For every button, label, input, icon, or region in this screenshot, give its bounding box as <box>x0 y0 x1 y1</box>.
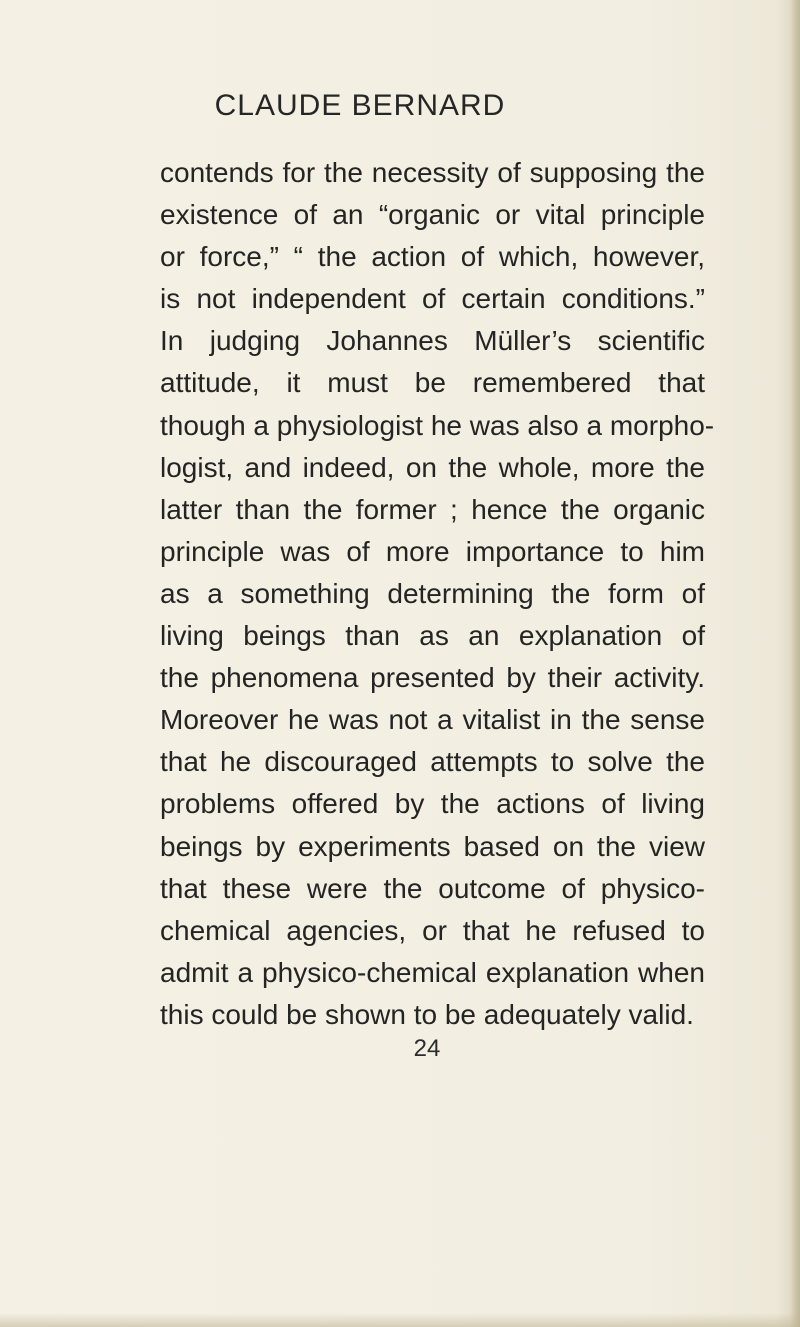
text-line: admit a physico-chemical explanation when <box>160 956 705 988</box>
text-line: living beings than as an explanation of <box>160 620 705 652</box>
page-number: 24 <box>413 1035 441 1062</box>
text-line: existence of an “organic or vital principle <box>160 199 705 231</box>
text-line: that these were the outcome of physico- <box>160 872 705 904</box>
text-line: chemical agencies, or that he refused to <box>160 914 705 946</box>
text-line: though a physiologist he was also a morpho- <box>160 409 715 441</box>
text-line: latter than the former ; hence the organic <box>160 493 705 525</box>
page-edge-shadow-right <box>790 0 800 1327</box>
text-line: logist, and indeed, on the whole, more the <box>160 451 705 483</box>
text-line: attitude, it must be remembered that <box>160 367 705 399</box>
text-line: beings by experiments based on the view <box>160 830 705 862</box>
text-line: the phenomena presented by their activity. <box>160 662 705 694</box>
text-line: is not independent of certain conditions.” <box>160 283 705 315</box>
text-line: Moreover he was not a vitalist in the sense <box>160 704 705 736</box>
body-text <box>160 152 715 1036</box>
text-line: or force,” “ the action of which, however, <box>160 241 705 273</box>
running-head: CLAUDE BERNARD <box>214 89 506 122</box>
page-edge-shadow-bottom <box>0 1313 800 1327</box>
text-line: principle was of more importance to him <box>160 535 705 567</box>
text-line: that he discouraged attempts to solve the <box>160 746 705 778</box>
text-line: contends for the necessity of supposing the <box>160 157 705 188</box>
text-line: as a something determining the form of <box>160 577 705 609</box>
text-line: In judging Johannes Müller’s scientific <box>160 325 705 357</box>
text-line: problems offered by the actions of living <box>160 788 705 820</box>
text-line: this could be shown to be adequately valid. <box>160 998 694 1030</box>
